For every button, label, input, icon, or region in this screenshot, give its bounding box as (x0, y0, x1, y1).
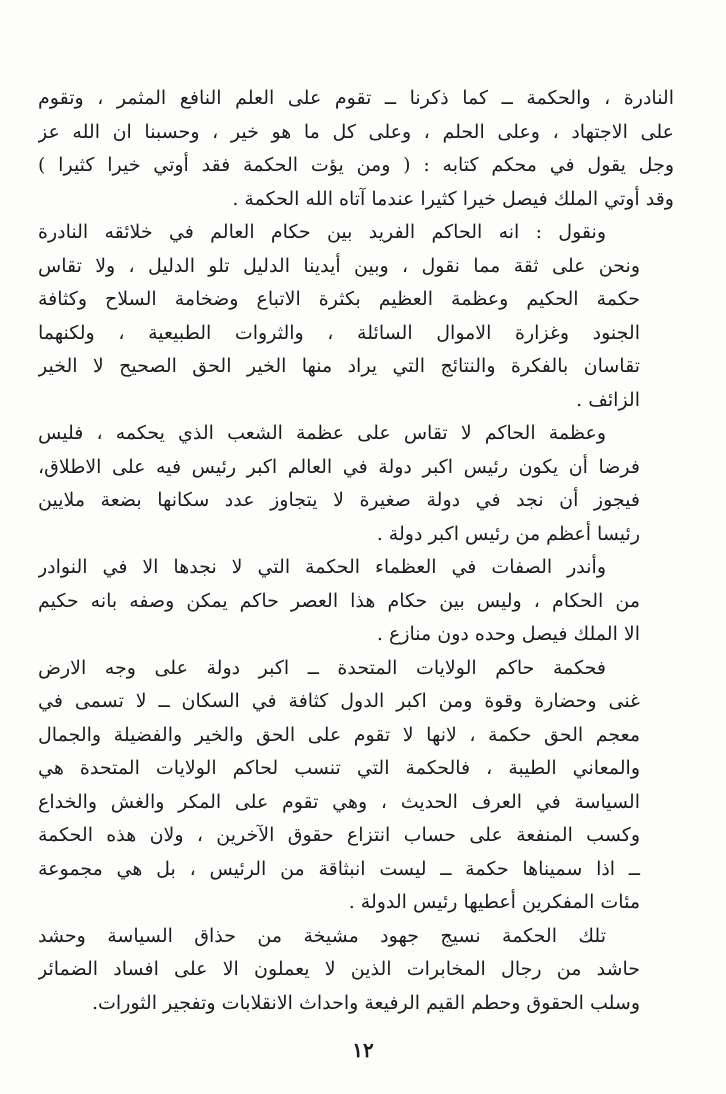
text-line: السياسة في العرف الحديث ، وهي تقوم على المكر والغش والخداع (38, 790, 640, 813)
body-text (38, 82, 674, 1020)
text-line: ونحن على ثقة مما نقول ، وبين أيدينا الدليل تلو الدليل ، ولا تقاس (38, 254, 640, 277)
text-line: حكمة الحكيم وعظمة العظيم بكثرة الاتباع وضخامة السلاح وكثافة (38, 288, 640, 310)
text-line: فرضا أن يكون رئيس اكبر دولة في العالم اكبر رئيس فيه على الاطلاق، (38, 455, 640, 478)
text-line: وعظمة الحاكم لا تقاس على عظمة الشعب الذي يحكمه ، فليس (38, 422, 606, 444)
text-line: فيجوز أن نجد في دولة صغيرة لا يتجاوز عدد سكانها بضعة ملايين (38, 489, 640, 511)
paragraph (38, 417, 674, 551)
text-line: النادرة ، والحكمة ــ كما ذكرنا ــ تقوم على العلم النافع المثمر ، وتقوم (38, 87, 674, 109)
paragraph (38, 216, 674, 417)
text-line: ونقول : انه الحاكم الفريد بين حكام العالم في خلائقه النادرة (38, 221, 606, 243)
text-line: وكسب المنفعة على حساب انتزاع حقوق الآخرين ، ولان هذه الحكمة (38, 824, 640, 846)
text-line: والمعاني الطيبة ، فالحكمة التي تنسب لحاكم الولايات المتحدة هي (38, 757, 640, 779)
text-line: تقاسان بالفكرة والنتائج التي يراد منها الخير الحق الصحيح لا الخير (38, 355, 640, 377)
paragraph (38, 551, 674, 652)
text-line: غنى وحضارة وقوة ومن اكبر الدول كثافة في السكان ــ لا تسمى في (38, 690, 640, 712)
text-line: وقد أوتي الملك فيصل خيرا كثيرا عندما آتاه الله الحكمة . (232, 187, 674, 210)
paragraph (38, 652, 674, 920)
text-line: الزائف . (576, 388, 640, 411)
paragraph (38, 920, 674, 1021)
text-line: الجنود وغزارة الاموال السائلة ، والثروات الطبيعية ، ولكنهما (38, 321, 640, 344)
text-line: من الحكام ، وليس بين حكام هذا العصر حاكم يمكن وصفه بانه حكيم (38, 589, 640, 612)
text-line: وسلب الحقوق وحطم القيم الرفيعة واحداث الانقلابات وتفجير الثورات. (92, 991, 640, 1014)
text-line: مئات المفكرين أعطيها رئيس الدولة . (348, 891, 640, 913)
text-line: رئيسا أعظم من رئيس اكبر دولة . (376, 522, 640, 545)
text-line: تلك الحكمة نسيج جهود مشيخة من حذاق السياسة وحشد (38, 924, 606, 947)
page-number: ١٢ (352, 1038, 374, 1062)
text-line: وجل يقول في محكم كتابه : ( ومن يؤت الحكمة فقد أوتي خيرا كثيرا ) (38, 154, 674, 176)
text-line: معجم الحق حكمة ، لانها لا تقوم على الحق والخير والفضيلة والجمال (38, 723, 640, 746)
text-line: على الاجتهاد ، وعلى الحلم ، وعلى كل ما هو خير ، وحسبنا ان الله عز (38, 120, 674, 143)
paragraph (38, 82, 674, 216)
text-line: الا الملك فيصل وحده دون منازع . (376, 623, 640, 645)
text-line: وأندر الصفات في العظماء الحكمة التي لا نجدها الا في النوادر (38, 556, 606, 578)
text-line: فحكمة حاكم الولايات المتحدة ــ اكبر دولة على وجه الارض (38, 656, 606, 679)
text-line: ــ اذا سميناها حكمة ــ ليست انبثاقة من الرئيس ، بل هي مجموعة (38, 857, 640, 880)
text-line: حاشد من رجال المخابرات الذين لا يعملون الا على افساد الضمائر (38, 958, 640, 980)
